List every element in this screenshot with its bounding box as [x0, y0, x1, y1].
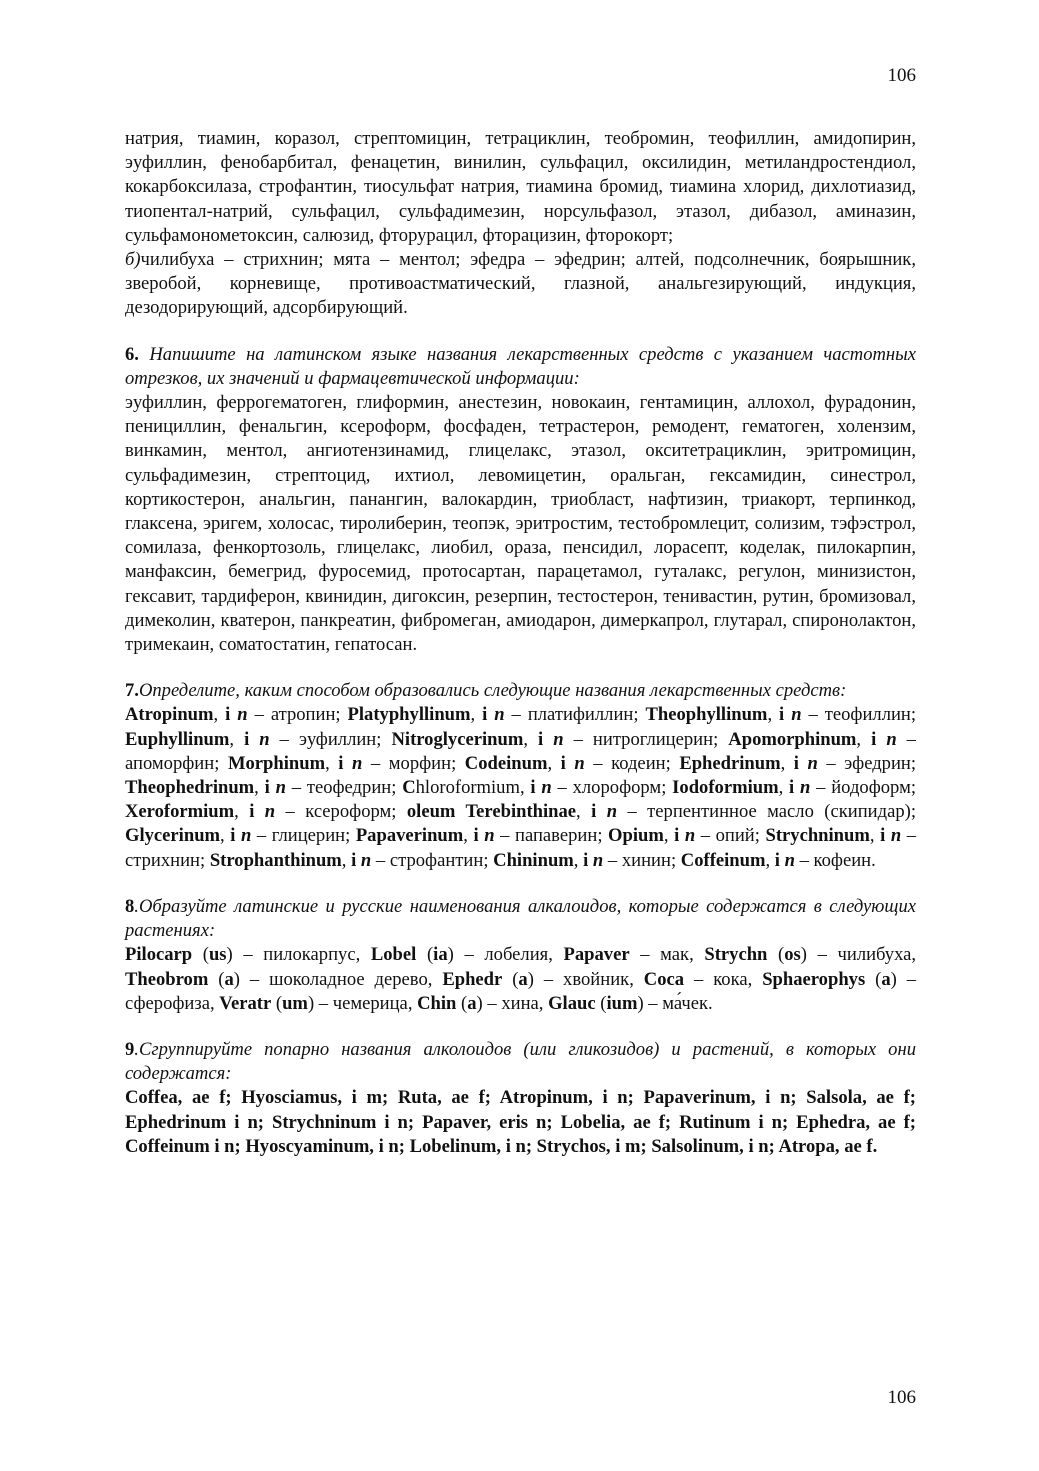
gender-marker: n [259, 728, 270, 750]
drug-entry: Apomorphinum, i n – апоморфин; [125, 728, 916, 774]
declension-ending: i [774, 849, 780, 871]
plant-ending: a [881, 968, 891, 990]
declension-ending: i [482, 704, 488, 726]
plant-stem: Theobrom [125, 968, 209, 990]
gender-marker: n [553, 728, 564, 750]
russian-name: теофиллин [824, 704, 911, 726]
latin-name: Theophyllinum [645, 704, 768, 726]
drug-entry: Strophanthinum, i n – строфантин; [209, 849, 494, 871]
latin-name: Strychninum [765, 825, 870, 847]
latin-name: Atropinum [125, 704, 214, 726]
drug-entry: Glycerinum, i n – глицерин; [125, 825, 356, 847]
plant-entry: Veratr (um) – чемерица, [219, 992, 418, 1014]
russian-name: хвойник [563, 968, 630, 990]
declension-ending: i [583, 849, 589, 871]
russian-name: строфантин [389, 849, 484, 871]
latin-name: Ephedrinum [679, 752, 781, 774]
russian-name: папаверин [515, 825, 598, 847]
task-7 [125, 679, 916, 873]
russian-name: ксероформ [305, 801, 392, 823]
page-content [125, 127, 916, 1159]
drug-entry: Atropinum, i n – атропин; [125, 704, 348, 726]
task-6 [125, 343, 916, 658]
gender-marker: n [606, 801, 618, 823]
russian-name: эфедрин [844, 752, 911, 774]
russian-name: сферофиза [125, 992, 210, 1014]
plant-ending: a [224, 968, 234, 990]
declension-ending: i [674, 825, 680, 847]
gender-marker: n [237, 704, 248, 726]
plant-entry: Lobel (ia) – лобелия, [370, 944, 564, 966]
russian-name: глицерин [271, 825, 346, 847]
gender-marker: n [807, 752, 818, 774]
russian-name: мак [660, 944, 690, 966]
latin-name: Morphinum [227, 752, 326, 774]
declension-ending: i [560, 752, 566, 774]
russian-name: эуфиллин [298, 728, 377, 750]
plant-entry: Coca – кока, [643, 968, 763, 990]
latin-name-rest: hloroformium [415, 777, 520, 799]
latin-name: oleum Terebinthinae [406, 801, 577, 823]
task-7-entries [125, 704, 916, 870]
plant-stem: Papaver [563, 944, 630, 966]
item-b-marker: б) [125, 249, 141, 271]
declension-ending: i [789, 777, 795, 799]
latin-name: Euphyllinum [125, 728, 230, 750]
declension-ending: i [351, 849, 357, 871]
latin-name: Coffeinum [680, 849, 766, 871]
declension-ending: i [264, 777, 270, 799]
task-8-number: 8 [125, 895, 135, 917]
drug-entry: Xeroformium, i n – ксероформ; [125, 801, 407, 823]
drug-entry: Iodoformium, i n – йодоформ; [672, 777, 917, 799]
russian-name: опий [715, 825, 755, 847]
page-number-bottom: 106 [887, 1387, 916, 1408]
russian-name: хинин [621, 849, 671, 871]
russian-name: чемерица [332, 992, 408, 1014]
declension-ending: i [779, 704, 785, 726]
gender-marker: n [684, 825, 696, 847]
russian-name: хлороформ [572, 777, 662, 799]
latin-name: Strophanthinum [209, 849, 342, 871]
drug-entry: Opium, i n – опий; [608, 825, 766, 847]
gender-marker: n [886, 728, 897, 750]
russian-name: шоколадное дерево [269, 968, 428, 990]
gender-marker: n [791, 704, 802, 726]
latin-name: Iodoformium [672, 777, 779, 799]
plant-ending: um [282, 992, 308, 1014]
gender-marker: n [360, 849, 372, 871]
plant-ending: ium [606, 992, 638, 1014]
latin-name: Chininum [493, 849, 574, 871]
task-6-body: эуфиллин, феррогематоген, глиформин, анестезин, новокаин, гентамицин, аллохол, фурадонин, пенициллин, фенальгин, ксероформ, фосфаден, тетрастерон, ремодент, гематоген, холензим, винкамин, ментол, ангиотензинамид, глицелакс, этазол, окситетрациклин, эритромицин, сульфадимезин, стрептоцид, ихтиол, левомицетин, оральган, гексамидин, синестрол, кортикостерон, анальгин, панангин, валокардин, триобласт, нафтизин, триакорт, терпинкод, глаксена, эригем, холосас, тиролиберин, теопэк, эритростим, тестобромлецит, солизим, тэфэстрол, сомилаза, фенкортозоль, глицелакс, лиобил, ораза, пенсидил, лорасепт, коделак, пилокарпин, манфаксин, бемегрид, фуросемид, протосартан, парацетамол, гуталакс, регулон, минизистон, гексавит, тардиферон, квинидин, дигоксин, резерпин, тестостерон, тенивастин, рутин, бромизовал, димеколин, кватерон, панкреатин, фибромеган, амиодарон, димеркапрол, глутарал, спиронолактон, тримекаин, соматостатин, гепатосан. [125, 392, 916, 656]
plant-stem: Ephedr [442, 968, 503, 990]
declension-ending: i [230, 825, 236, 847]
russian-name: апоморфин [125, 752, 215, 774]
latin-name: Apomorphinum [728, 728, 857, 750]
latin-name: Codeinum [464, 752, 548, 774]
russian-name: кока [713, 968, 748, 990]
drug-entry: Coffeinum, i n – кофеин. [680, 849, 876, 871]
gender-marker: n [494, 704, 505, 726]
drug-entry: Codeinum, i n – кодеин; [464, 752, 680, 774]
plant-entry: Pilocarp (us) – пилокарпус, [125, 944, 371, 966]
gender-marker: n [574, 752, 585, 774]
plant-ending: us [208, 944, 227, 966]
declension-ending: i [338, 752, 344, 774]
gender-marker: n [800, 777, 811, 799]
russian-name: нитроглицерин [592, 728, 714, 750]
drug-entry: Morphinum, i n – морфин; [227, 752, 465, 774]
task-8-instruction: .Образуйте латинские и русские наименования алкалоидов, которые содержатся в следующих растениях: [125, 895, 916, 942]
declension-ending: i [591, 801, 597, 823]
plant-entry: Theobrom (a) – шоколадное дерево, [125, 968, 443, 990]
plant-ending: os [784, 944, 801, 966]
drug-entry: Euphyllinum, i n – эуфиллин; [125, 728, 392, 750]
russian-name: платифиллин [527, 704, 634, 726]
drug-entry: Theophedrinum, i n – теофедрин; [125, 777, 403, 799]
task-9-body: Coffea, ae f; Hyosciamus, i m; Ruta, ae f; Atropinum, i n; Papaverinum, i n; Salsola, ae f; Ephedrinum i n; Strychninum i n; Papaver, eris n; Lobelia, ae f; Rutinum i n; Ephedra, ae f; Coffeinum i n; Hyoscyaminum, i n; Lobelinum, i n; Strychos, i m; Salsolinum, i n; Atropa, ae f. [125, 1087, 916, 1157]
intro-list-b: чилибуха – стрихнин; мята – ментол; эфедра – эфедрин; алтей, подсолнечник, боярышник, зверобой, корневище, противоастматический, глазной, анальгезирующий, индукция, дезодорирующий, адсорбирующий. [125, 249, 916, 319]
russian-name: атропин [270, 704, 336, 726]
drug-entry: Chloroformium, i n – хлороформ; [402, 777, 673, 799]
declension-ending: i [538, 728, 544, 750]
plant-stem: Strychn [704, 944, 768, 966]
declension-ending: i [530, 777, 536, 799]
intro-list-a: натрия, тиамин, коразол, стрептомицин, тетрациклин, теобромин, теофиллин, амидопирин, эуфиллин, фенобарбитал, фенацетин, винилин, сульфацил, оксилидин, метиландростендиол, кокарбоксилаза, строфантин, тиосульфат натрия, тиамина бромид, тиамина хлорид, дихлотиазид, тиопентал-натрий, сульфацил, сульфадимезин, норсульфазол, этазол, дибазол, аминазин, сульфамонометоксин, салюзид, фторурацил, фторацизин, фторокорт; [125, 128, 916, 246]
declension-ending: i [871, 728, 877, 750]
gender-marker: n [484, 825, 495, 847]
gender-marker: n [264, 801, 276, 823]
russian-name: терпентинное масло (скипидар) [647, 801, 911, 823]
task-9 [125, 1038, 916, 1159]
gender-marker: n [592, 849, 604, 871]
task-9-number: 9 [125, 1038, 135, 1060]
drug-entry: Ephedrinum, i n – эфедрин; [679, 752, 917, 774]
declension-ending: i [225, 704, 231, 726]
latin-name-initial: C [402, 777, 416, 799]
latin-name: Nitroglycerinum [391, 728, 524, 750]
plant-entry: Sphaerophys (a) – сферофиза, [125, 968, 917, 1014]
gender-marker: n [275, 777, 286, 799]
gender-marker: n [241, 825, 252, 847]
plant-entry: Strychn (os) – чилибуха, [704, 944, 917, 966]
drug-entry: Nitroglycerinum, i n – нитроглицерин; [391, 728, 729, 750]
task-7-instruction: Определите, каким способом образовались следующие названия лекарственных средств: [138, 680, 847, 702]
task-6-instruction: Напишите на латинском языке названия лекарственных средств с указанием частотных отрезков, их значений и фармацевтической информации: [125, 343, 916, 389]
intro-paragraph [125, 127, 916, 321]
task-8-entries [125, 944, 916, 1013]
plant-stem: Veratr [219, 992, 272, 1014]
russian-name: пилокарпус [263, 944, 356, 966]
plant-ending: ia [433, 944, 448, 966]
task-9-instruction: .Сгруппируйте попарно названия алколоидов (или гликозидов) и растений, в которых они содержатся: [125, 1038, 916, 1085]
drug-entry: Papaverinum, i n – папаверин; [355, 825, 609, 847]
drug-entry: Chininum, i n – хинин; [493, 849, 681, 871]
task-8 [125, 895, 916, 1016]
latin-name: Theophedrinum [125, 777, 255, 799]
russian-name: кодеин [611, 752, 666, 774]
plant-stem: Glauc [548, 992, 596, 1014]
gender-marker: n [784, 849, 795, 871]
declension-ending: i [473, 825, 479, 847]
drug-entry: Theophyllinum, i n – теофиллин; [645, 704, 917, 726]
latin-name: Glycerinum [125, 825, 221, 847]
russian-name: чилибуха [837, 944, 912, 966]
drug-entry: oleum Terebinthinae, i n – терпентинное масло (скипидар); [406, 801, 917, 823]
declension-ending: i [249, 801, 255, 823]
declension-ending: i [244, 728, 250, 750]
russian-name: морфин [388, 752, 452, 774]
russian-name: кофеин [813, 849, 872, 871]
plant-stem: Lobel [370, 944, 417, 966]
plant-entry: Chin (a) – хина, [417, 992, 549, 1014]
latin-name: Papaverinum [355, 825, 464, 847]
plant-entry: Ephedr (a) – хвойник, [442, 968, 644, 990]
russian-name: хина [501, 992, 539, 1014]
russian-name: лобелия [484, 944, 549, 966]
plant-entry: Papaver – мак, [563, 944, 705, 966]
plant-stem: Chin [417, 992, 457, 1014]
declension-ending: i [880, 825, 886, 847]
russian-name: ма́чек [662, 992, 709, 1014]
page-number-top: 106 [887, 65, 916, 86]
plant-stem: Sphaerophys [762, 968, 866, 990]
plant-ending: a [518, 968, 528, 990]
plant-entry: Glauc (ium) – ма́чек. [548, 992, 713, 1014]
task-7-number: 7. [125, 680, 139, 702]
russian-name: теофедрин [306, 777, 392, 799]
drug-entry: Strychninum, i n – стрихнин; [125, 825, 917, 871]
gender-marker: n [541, 777, 552, 799]
russian-name: йодоформ [831, 777, 911, 799]
task-6-number: 6. [125, 343, 139, 365]
latin-name: Platyphyllinum [347, 704, 471, 726]
gender-marker: n [352, 752, 363, 774]
drug-entry: Platyphyllinum, i n – платифиллин; [347, 704, 646, 726]
latin-name: Opium [608, 825, 664, 847]
latin-name: Xeroformium [125, 801, 235, 823]
russian-name: стрихнин [125, 849, 201, 871]
plant-ending: a [467, 992, 477, 1014]
plant-stem: Coca [643, 968, 685, 990]
plant-stem: Pilocarp [125, 944, 193, 966]
declension-ending: i [793, 752, 799, 774]
gender-marker: n [890, 825, 902, 847]
